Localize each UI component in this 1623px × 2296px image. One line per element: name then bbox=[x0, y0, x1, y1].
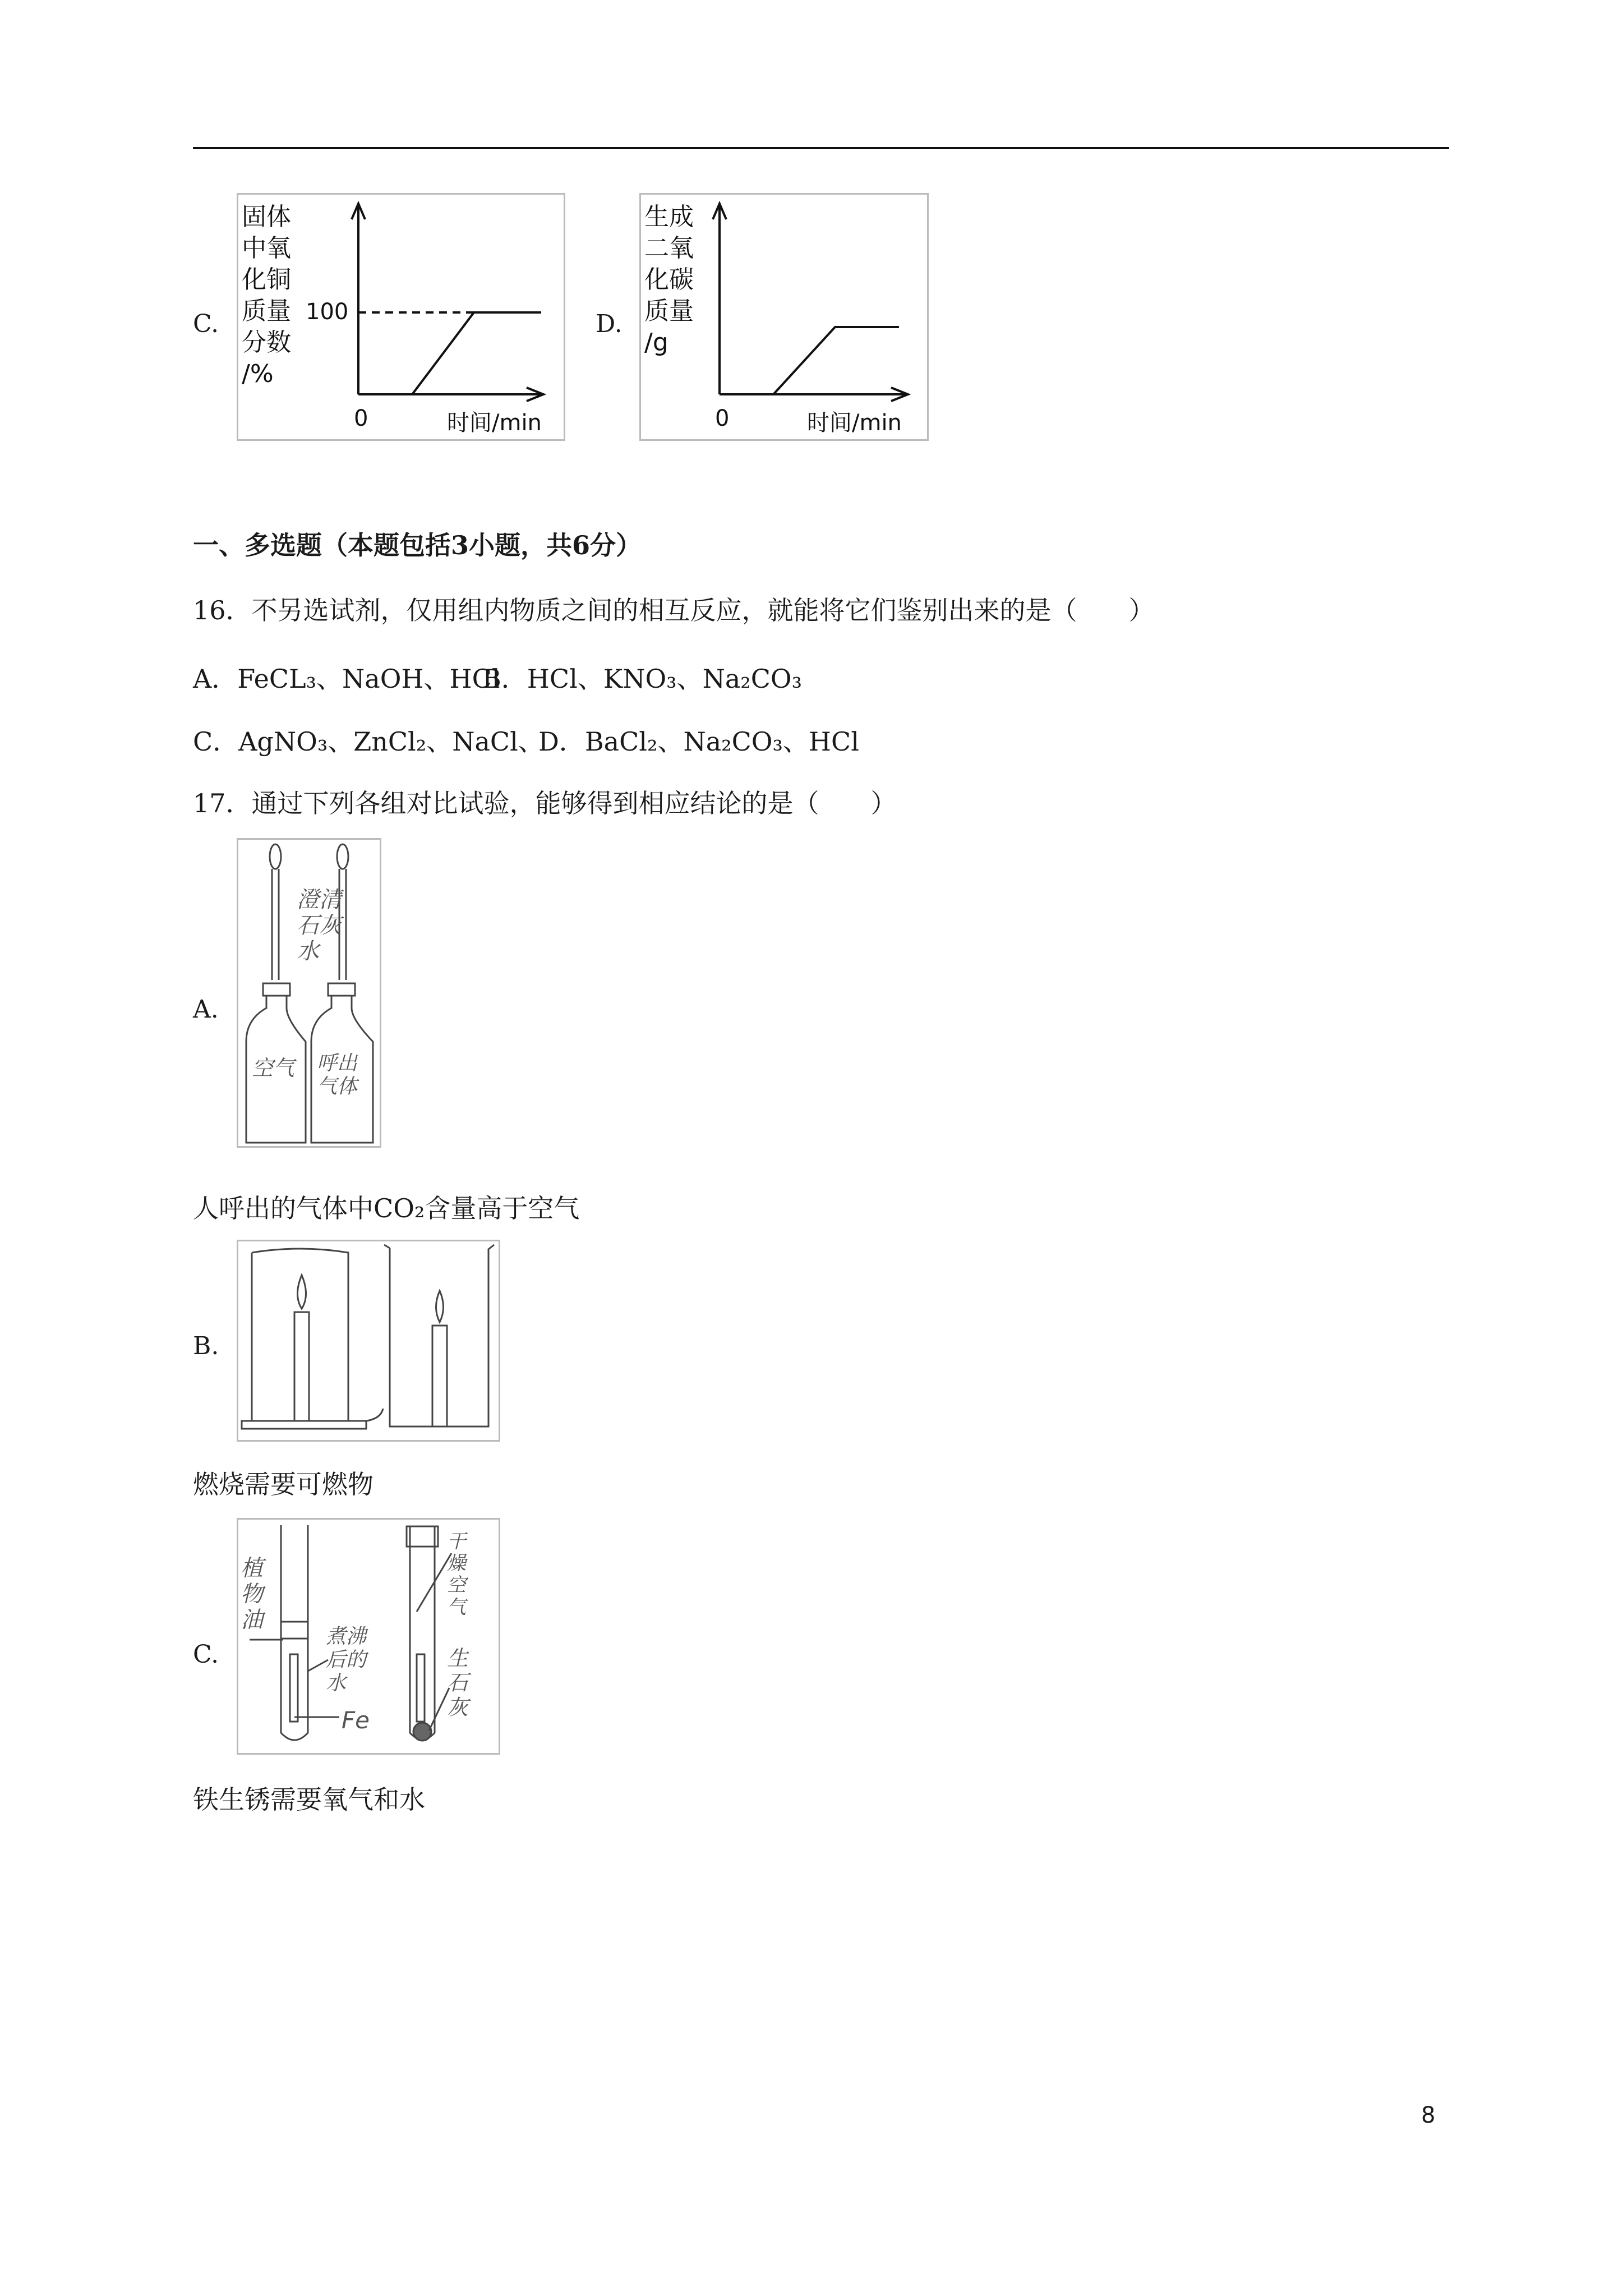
q15-option-d-graph bbox=[639, 193, 929, 441]
q17-option-a-figure bbox=[237, 838, 381, 1148]
stopper-right bbox=[407, 1526, 438, 1547]
candle-right bbox=[432, 1326, 447, 1427]
q15-option-c-graph bbox=[237, 193, 565, 441]
q15-option-c-letter: C. bbox=[193, 310, 219, 338]
label-lime-water: 澄清石灰水 bbox=[297, 887, 342, 964]
x-axis-label: 时间/min bbox=[807, 410, 902, 436]
q17-stem: 17．通过下列各组对比试验，能够得到相应结论的是（ ） bbox=[193, 788, 897, 818]
dropper-bulb-right bbox=[337, 844, 348, 869]
q17-b-conclusion: 燃烧需要可燃物 bbox=[193, 1469, 374, 1499]
y-label-line: 化铜 bbox=[242, 265, 291, 294]
y-label-line: 质量 bbox=[644, 297, 694, 325]
data-line bbox=[773, 327, 899, 394]
y-label-line: 二氧 bbox=[644, 234, 694, 263]
bottle-cap-left bbox=[263, 983, 290, 996]
candle-left bbox=[294, 1312, 309, 1421]
label-bottle-left: 空气 bbox=[252, 1056, 295, 1080]
dropper-bulb-left bbox=[270, 844, 281, 869]
y-label-line: /g bbox=[644, 328, 668, 357]
glass-cover-left bbox=[252, 1249, 348, 1421]
y-label-line: 中氧 bbox=[242, 234, 291, 263]
label-quicklime: 生石灰 bbox=[447, 1646, 469, 1720]
page-number: 8 bbox=[1421, 2102, 1436, 2128]
q17-option-c-figure bbox=[237, 1518, 500, 1755]
origin-label: 0 bbox=[715, 406, 730, 431]
y-label-line: /% bbox=[242, 360, 274, 388]
label-bottle-right: 呼出气体 bbox=[317, 1052, 358, 1098]
y-label-line: 质量 bbox=[242, 297, 291, 325]
beaker-right bbox=[384, 1245, 494, 1427]
label-fe: Fe bbox=[342, 1706, 370, 1734]
q16-option-a: A．FeCL₃、NaOH、HCl bbox=[193, 664, 500, 694]
q17-option-b-letter: B. bbox=[193, 1332, 219, 1360]
q16-option-c: C．AgNO₃、ZnCl₂、NaCl、 bbox=[193, 726, 544, 757]
q17-c-conclusion: 铁生锈需要氧气和水 bbox=[193, 1784, 425, 1815]
flame-right bbox=[436, 1291, 444, 1322]
q15-option-d-letter: D. bbox=[596, 310, 623, 338]
q17-option-b-figure bbox=[237, 1240, 500, 1442]
label-dry-air: 干燥空气 bbox=[447, 1530, 466, 1619]
iron-nail-left bbox=[290, 1654, 298, 1722]
plate-lip bbox=[366, 1409, 383, 1421]
q16-option-b: B．HCl、KNO₃、Na₂CO₃ bbox=[482, 664, 803, 694]
header-rule bbox=[193, 147, 1449, 149]
label-water: 煮沸后的水 bbox=[326, 1625, 367, 1695]
test-tube-left bbox=[281, 1525, 308, 1740]
data-line bbox=[412, 312, 541, 394]
y-label-line: 化碳 bbox=[644, 265, 694, 294]
y-label-line: 固体 bbox=[242, 203, 291, 231]
origin-label: 0 bbox=[354, 406, 368, 431]
flame-left bbox=[298, 1275, 306, 1309]
pointer-lime bbox=[429, 1688, 449, 1731]
iron-nail-right bbox=[417, 1654, 425, 1722]
y-label-line: 生成 bbox=[644, 203, 694, 231]
label-oil-1: 植物油 bbox=[241, 1556, 263, 1633]
q17-option-a-letter: A. bbox=[193, 995, 219, 1024]
pointer-water bbox=[308, 1660, 328, 1671]
q16-stem: 16．不另选试剂，仅用组内物质之间的相互反应，就能将它们鉴别出来的是（ ） bbox=[193, 595, 1155, 625]
section-heading: 一、多选题（本题包括3小题，共6分） bbox=[193, 530, 642, 560]
plate-left bbox=[242, 1421, 366, 1429]
q16-option-d: D．BaCl₂、Na₂CO₃、HCl bbox=[538, 726, 859, 757]
q17-a-conclusion: 人呼出的气体中CO₂含量高于空气 bbox=[193, 1193, 580, 1223]
y-label-line: 分数 bbox=[242, 328, 291, 357]
quicklime bbox=[413, 1723, 431, 1741]
x-axis-label: 时间/min bbox=[447, 410, 542, 436]
test-tube-right bbox=[410, 1526, 435, 1740]
q17-option-c-letter: C. bbox=[193, 1640, 219, 1669]
y-tick-label: 100 bbox=[306, 299, 349, 325]
bottle-cap-right bbox=[328, 983, 355, 996]
